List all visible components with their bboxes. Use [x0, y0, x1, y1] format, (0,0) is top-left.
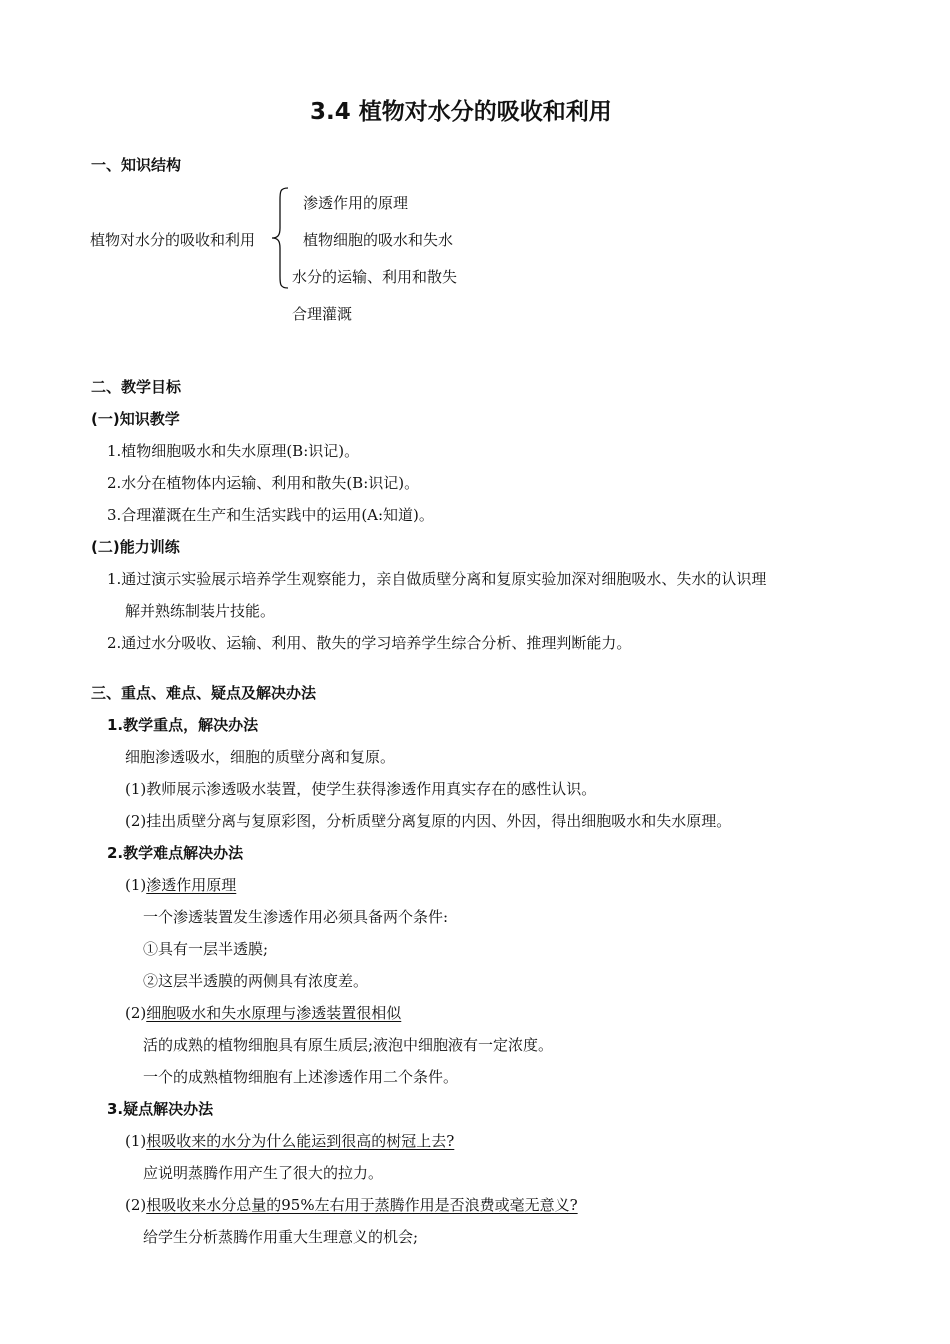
difficulty-item-1 [125, 875, 236, 895]
paragraph-line: ②这层半透膜的两侧具有浓度差。 [143, 972, 369, 990]
item-number: (1) [125, 1132, 147, 1150]
item-number: (1) [125, 876, 147, 894]
item-number: (2) [125, 1196, 147, 1214]
structure-root: 植物对水分的吸收和利用 [90, 231, 256, 249]
list-item-continuation: 解并熟练制装片技能。 [125, 602, 276, 620]
subheading-teaching-difficulty: 2.教学难点解决办法 [107, 844, 244, 862]
page-title: 3.4 植物对水分的吸收和利用 [310, 99, 612, 125]
subheading-knowledge: (一)知识教学 [91, 410, 180, 428]
curly-brace-icon [270, 186, 292, 290]
paragraph-line: 细胞渗透吸水，细胞的质壁分离和复原。 [125, 748, 396, 766]
paragraph-line: 一个渗透装置发生渗透作用必须具备两个条件: [143, 908, 449, 926]
structure-branch: 水分的运输、利用和散失 [292, 268, 458, 286]
structure-branch: 植物细胞的吸水和失水 [303, 231, 454, 249]
subheading-ability: (二)能力训练 [91, 538, 180, 556]
structure-branch: 渗透作用的原理 [303, 194, 409, 212]
underlined-topic: 细胞吸水和失水原理与渗透装置很相似 [146, 1004, 402, 1022]
paragraph-line: (1)教师展示渗透吸水装置，使学生获得渗透作用真实存在的感性认识。 [125, 780, 597, 798]
list-item: 3.合理灌溉在生产和生活实践中的运用(A:知道)。 [107, 506, 434, 524]
underlined-topic: 渗透作用原理 [146, 876, 237, 894]
doubt-item-2 [125, 1195, 578, 1215]
structure-branch: 合理灌溉 [292, 305, 353, 323]
section-heading-key-points: 三、重点、难点、疑点及解决办法 [91, 684, 317, 702]
section-heading-objectives: 二、教学目标 [91, 378, 182, 396]
underlined-question: 根吸收来水分总量的95%左右用于蒸腾作用是否浪费或毫无意义? [146, 1196, 578, 1214]
list-item: 2.通过水分吸收、运输、利用、散失的学习培养学生综合分析、推理判断能力。 [107, 634, 632, 652]
subheading-teaching-focus: 1.教学重点，解决办法 [107, 716, 259, 734]
paragraph-line: (2)挂出质壁分离与复原彩图，分析质壁分离复原的内因、外因，得出细胞吸水和失水原理。 [125, 812, 732, 830]
section-heading-structure: 一、知识结构 [91, 156, 182, 174]
paragraph-line: 应说明蒸腾作用产生了很大的拉力。 [143, 1164, 384, 1182]
subheading-doubt-points: 3.疑点解决办法 [107, 1100, 214, 1118]
paragraph-line: 活的成熟的植物细胞具有原生质层;液泡中细胞液有一定浓度。 [143, 1036, 554, 1054]
paragraph-line: 给学生分析蒸腾作用重大生理意义的机会; [143, 1228, 419, 1246]
list-item: 1.通过演示实验展示培养学生观察能力，亲自做质壁分离和复原实验加深对细胞吸水、失水的认识理 [107, 570, 767, 588]
item-number: (2) [125, 1004, 147, 1022]
list-item: 2.水分在植物体内运输、利用和散失(B:识记)。 [107, 474, 420, 492]
difficulty-item-2 [125, 1003, 401, 1023]
list-item: 1.植物细胞吸水和失水原理(B:识记)。 [107, 442, 360, 460]
underlined-question: 根吸收来的水分为什么能运到很高的树冠上去? [146, 1132, 455, 1150]
paragraph-line: ①具有一层半透膜; [143, 940, 269, 958]
doubt-item-1 [125, 1131, 454, 1151]
paragraph-line: 一个的成熟植物细胞有上述渗透作用二个条件。 [143, 1068, 459, 1086]
